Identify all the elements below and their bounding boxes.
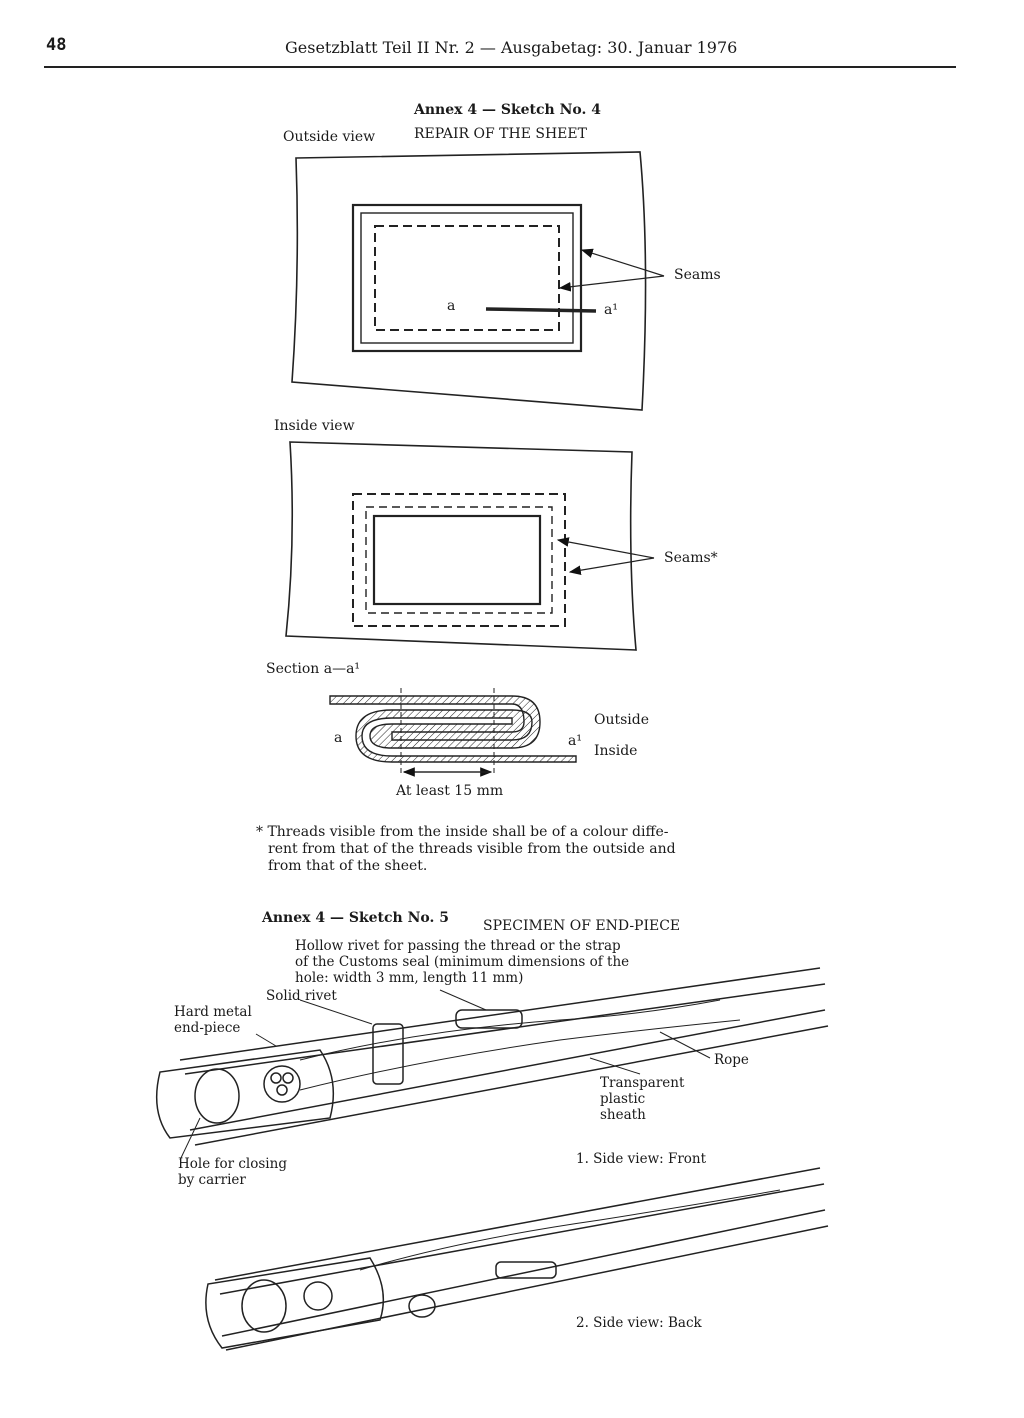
hollow-rivet-line: Hollow rivet for passing the thread or the strap — [295, 938, 621, 954]
end-piece-shell — [157, 1050, 334, 1138]
closing-hole — [195, 1069, 239, 1123]
view-front-label: 1. Side view: Front — [576, 1151, 707, 1167]
hard-metal-line: end-piece — [174, 1020, 241, 1036]
rope-line-1 — [215, 1168, 820, 1280]
view-back-label: 2. Side view: Back — [576, 1315, 702, 1331]
hard-metal-line: Hard metal — [174, 1004, 252, 1020]
sheath-line-1 — [222, 1210, 825, 1336]
hollow-rivet — [496, 1262, 556, 1278]
patch-inside — [374, 516, 540, 604]
leader — [300, 1000, 372, 1024]
rope-line-2 — [185, 984, 825, 1074]
inside-view-drawing — [286, 442, 654, 650]
seam-mid — [366, 507, 552, 613]
footnote-line: from that of the sheet. — [268, 858, 428, 874]
solid-rivet — [373, 1024, 403, 1084]
sketch4-heading: Annex 4 — Sketch No. 4 — [414, 102, 601, 118]
section-mark-a1: a¹ — [604, 302, 618, 318]
inside-view-label: Inside view — [274, 418, 355, 434]
sketch5-subtitle: SPECIMEN OF END-PIECE — [483, 918, 681, 934]
footnote-line: rent from that of the threads visible from the outside and — [268, 841, 676, 857]
seams-star-label: Seams* — [664, 550, 718, 566]
page-number: 48 — [46, 35, 67, 55]
measure-label: At least 15 mm — [396, 783, 504, 799]
outside-label: Outside — [594, 712, 650, 728]
seam-inner — [375, 226, 559, 330]
section-a: a — [334, 730, 343, 746]
footnote-line: * Threads visible from the inside shall be of a colour diffe- — [256, 824, 669, 840]
inside-label: Inside — [594, 743, 638, 759]
leader — [590, 1058, 640, 1074]
seam-arrow-1 — [582, 250, 664, 276]
seam-star-arrow-2 — [570, 558, 654, 572]
outside-view-label: Outside view — [283, 129, 376, 145]
section-line — [486, 309, 596, 311]
hole-line: Hole for closing — [178, 1156, 287, 1172]
section-label: Section a—a¹ — [266, 661, 361, 677]
rope-strand-1 — [300, 1000, 720, 1060]
running-header: Gesetzblatt Teil II Nr. 2 — Ausgabetag: 30. Januar 1976 — [285, 38, 738, 57]
leader — [440, 990, 486, 1010]
patch-edge — [361, 213, 573, 343]
rope-section — [264, 1066, 300, 1102]
seam-star-arrow-1 — [558, 540, 654, 558]
strand — [283, 1073, 293, 1083]
transparent-line: sheath — [600, 1107, 646, 1123]
sheet-outline — [286, 442, 636, 650]
rope-section — [304, 1282, 332, 1310]
strand — [277, 1085, 287, 1095]
transparent-line: Transparent — [600, 1075, 685, 1091]
seam-outer — [353, 494, 565, 626]
section-a1: a¹ — [568, 733, 582, 749]
seam-arrow-2 — [560, 276, 664, 288]
hollow-rivet-line: hole: width 3 mm, length 11 mm) — [295, 970, 524, 986]
endpiece-front-drawing — [157, 968, 828, 1160]
hole-line: by carrier — [178, 1172, 246, 1188]
sketch4-subtitle: REPAIR OF THE SHEET — [414, 126, 587, 142]
folded-sheet-section — [330, 696, 576, 762]
strand — [271, 1073, 281, 1083]
hollow-rivet-line: of the Customs seal (minimum dimensions of the — [295, 954, 630, 970]
closing-hole — [242, 1280, 286, 1332]
section-mark-a: a — [447, 298, 456, 314]
leader — [180, 1118, 200, 1160]
endpiece-back-drawing — [206, 1168, 828, 1350]
solid-rivet-label: Solid rivet — [266, 988, 337, 1004]
section-drawing — [330, 688, 576, 775]
sketch5-heading: Annex 4 — Sketch No. 5 — [262, 910, 449, 926]
outside-view-drawing — [292, 152, 664, 410]
sheet-outline — [292, 152, 646, 410]
seams-label: Seams — [674, 267, 721, 283]
leader — [256, 1034, 276, 1046]
transparent-line: plastic — [600, 1091, 646, 1107]
rivet-head — [409, 1295, 435, 1317]
rope-label: Rope — [714, 1052, 749, 1068]
